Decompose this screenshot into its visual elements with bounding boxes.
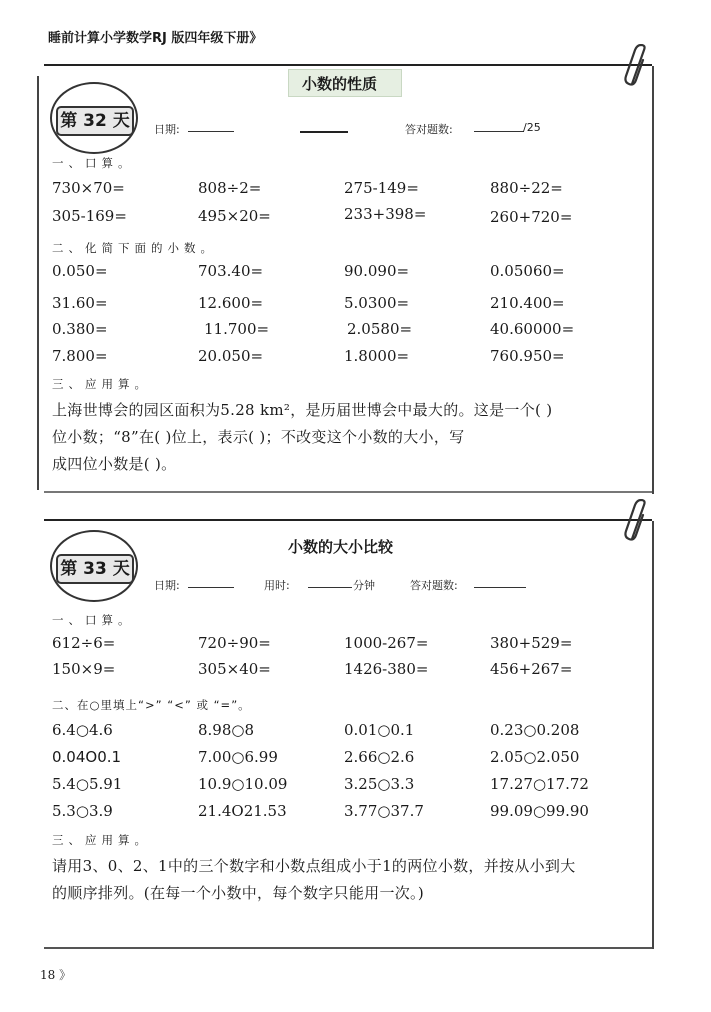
problem: 720÷90= [198, 634, 271, 652]
word-problem-line: 请用3、0、2、1中的三个数字和小数点组成小于1的两位小数，并按从小到大 [52, 857, 576, 875]
problem: 0.050= [52, 262, 108, 280]
score-label: 答对题数: [405, 123, 453, 136]
problem: 0.05060= [490, 262, 565, 280]
card-bottom-border [44, 947, 652, 949]
problem: 2.0580= [347, 320, 413, 338]
section-heading: 二、化简下面的小数。 [52, 241, 217, 255]
problem: 2.05○2.050 [490, 748, 580, 766]
score-blank [474, 131, 524, 132]
paperclip-icon [624, 499, 650, 547]
problem: 275-149= [344, 179, 419, 197]
problem: 12.600= [198, 294, 264, 312]
problem: 0.04O0.1 [52, 748, 122, 766]
day-badge-label: 第 33 天 [56, 554, 134, 584]
problem: 380+529= [490, 634, 573, 652]
page-number: 18 》 [40, 968, 72, 982]
blank-line [300, 131, 348, 133]
word-problem-line: 的顺序排列。(在每一个小数中，每个数字只能用一次。) [52, 884, 425, 902]
section-heading: 一、口算。 [52, 156, 135, 170]
problem: 150×9= [52, 660, 116, 678]
problem: 260+720= [490, 208, 573, 226]
problem: 0.23○0.208 [490, 721, 580, 739]
problem: 5.4○5.91 [52, 775, 123, 793]
problem: 612÷6= [52, 634, 116, 652]
problem: 20.050= [198, 347, 264, 365]
problem: 305-169= [52, 207, 127, 225]
page-title: 小数的大小比较 [288, 538, 394, 556]
section-heading: 三、应用算。 [52, 377, 151, 391]
problem: 10.9○10.09 [198, 775, 288, 793]
card-top-border [44, 519, 652, 521]
card-right-border [652, 521, 654, 949]
score-total: /25 [523, 121, 541, 134]
problem: 7.800= [52, 347, 108, 365]
card-left-border [37, 76, 39, 490]
day-badge [50, 82, 138, 154]
problem: 808÷2= [198, 179, 262, 197]
time-unit: 分钟 [353, 579, 375, 592]
section-heading: 二、在○里填上“>” “<” 或 “=”。 [52, 698, 251, 712]
section-heading: 一、口算。 [52, 613, 135, 627]
problem: 0.01○0.1 [344, 721, 415, 739]
problem: 6.4○4.6 [52, 721, 113, 739]
section-heading: 三、应用算。 [52, 833, 151, 847]
problem: 5.0300= [344, 294, 410, 312]
problem: 760.950= [490, 347, 565, 365]
day-badge-label: 第 32 天 [56, 106, 134, 136]
date-blank [188, 587, 234, 588]
problem: 99.09○99.90 [490, 802, 589, 820]
problem: 11.700= [204, 320, 270, 338]
problem: 1.8000= [344, 347, 410, 365]
word-problem-line: 位小数；“8”在( )位上，表示( )；不改变这个小数的大小，写 [52, 428, 465, 446]
date-blank [188, 131, 234, 132]
problem: 233+398= [344, 205, 427, 223]
date-label: 日期: [154, 123, 180, 136]
problem: 31.60= [52, 294, 108, 312]
book-header: 睡前计算小学数学RJ 版四年级下册》 [48, 31, 263, 46]
paperclip-icon [624, 44, 650, 92]
date-label: 日期: [154, 579, 180, 592]
problem: 90.090= [344, 262, 410, 280]
problem: 21.4O21.53 [198, 802, 287, 820]
problem: 730×70= [52, 179, 125, 197]
score-blank [474, 587, 526, 588]
card-top-border [44, 64, 652, 66]
problem: 7.00○6.99 [198, 748, 278, 766]
problem: 5.3○3.9 [52, 802, 113, 820]
problem: 210.400= [490, 294, 565, 312]
time-blank [308, 587, 352, 588]
problem: 40.60000= [490, 320, 575, 338]
problem: 495×20= [198, 207, 271, 225]
problem: 2.66○2.6 [344, 748, 415, 766]
problem: 8.98○8 [198, 721, 255, 739]
score-label: 答对题数: [410, 579, 458, 592]
word-problem-line: 成四位小数是( )。 [52, 455, 177, 473]
time-label: 用时: [264, 579, 290, 592]
problem: 305×40= [198, 660, 271, 678]
page-title: 小数的性质 [302, 75, 378, 93]
problem: 703.40= [198, 262, 264, 280]
problem: 1426-380= [344, 660, 429, 678]
problem: 3.77○37.7 [344, 802, 424, 820]
word-problem-line: 上海世博会的园区面积为5.28 km²，是历届世博会中最大的。这是一个( ) [52, 401, 553, 419]
card-right-border [652, 66, 654, 494]
problem: 17.27○17.72 [490, 775, 589, 793]
problem: 0.380= [52, 320, 108, 338]
problem: 1000-267= [344, 634, 429, 652]
problem: 880÷22= [490, 179, 563, 197]
problem: 3.25○3.3 [344, 775, 415, 793]
card-bottom-border [44, 491, 652, 493]
day-badge [50, 530, 138, 602]
problem: 456+267= [490, 660, 573, 678]
